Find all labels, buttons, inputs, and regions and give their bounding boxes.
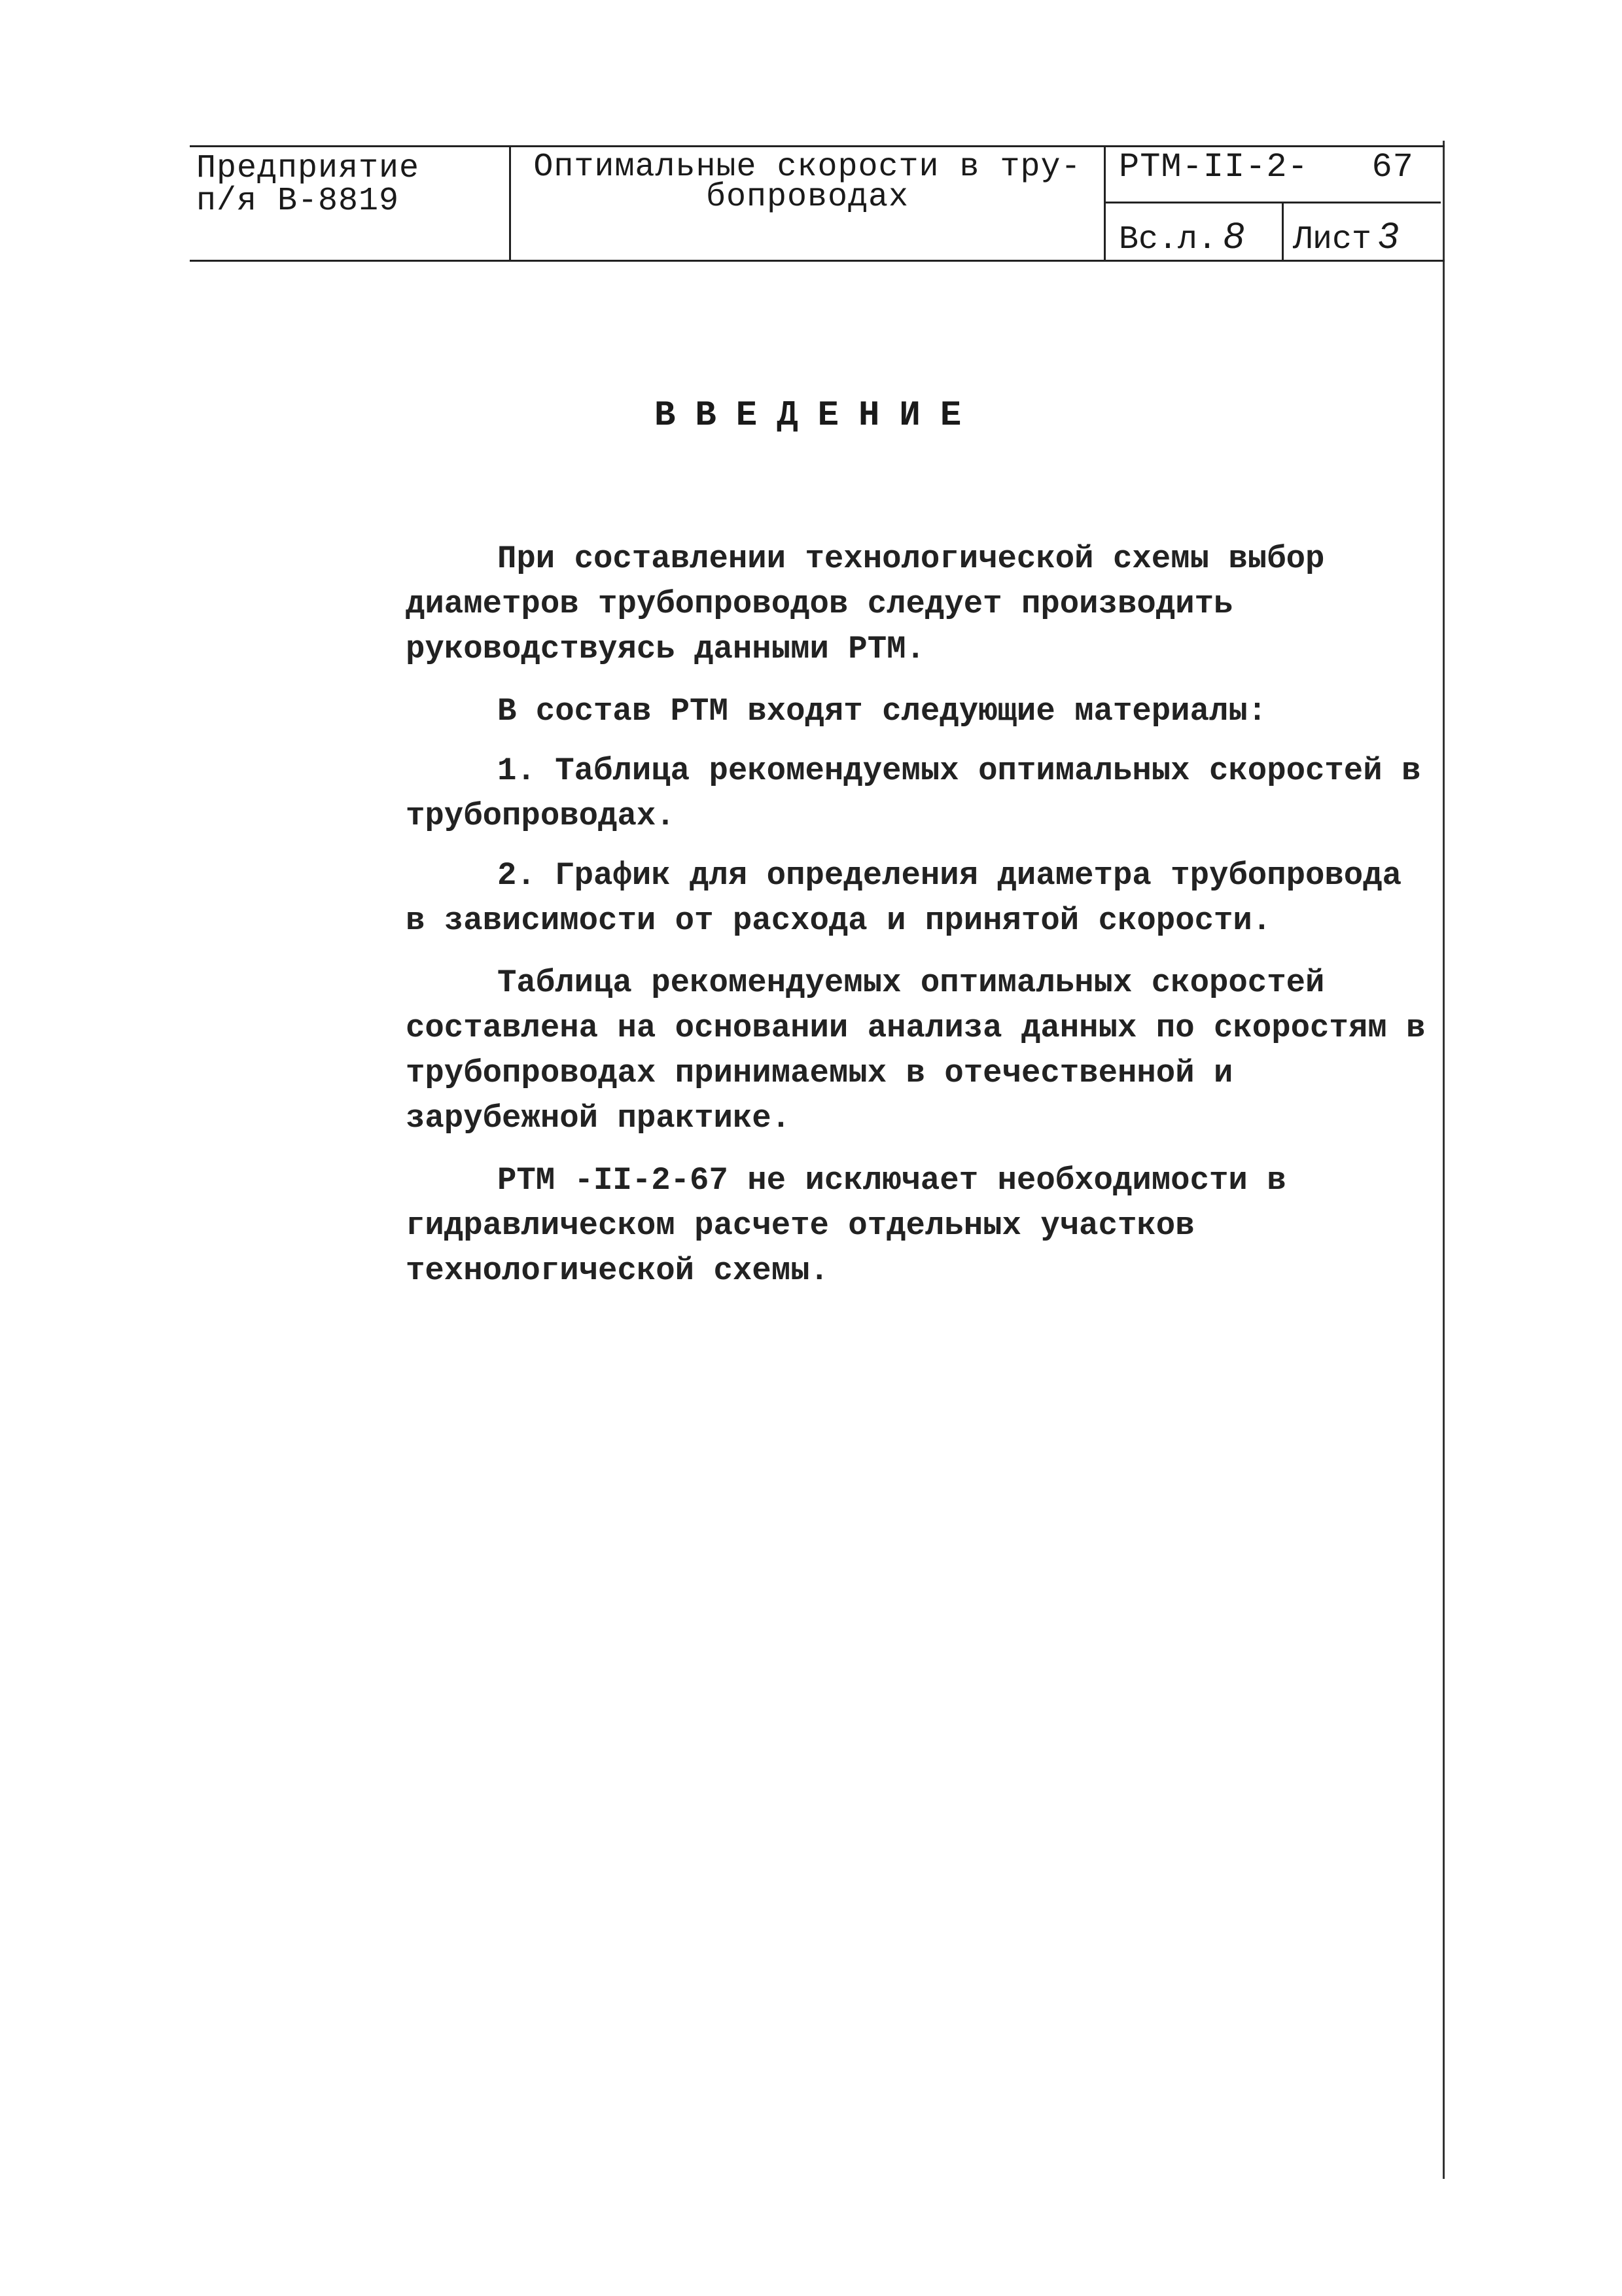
total-sheets-cell (1106, 203, 1284, 260)
title-block (190, 145, 1445, 262)
sheet-number-value: 3 (1378, 215, 1399, 256)
section-heading: ВВЕДЕНИЕ (654, 396, 981, 436)
enterprise-name: Предприятие (196, 150, 420, 187)
sheet-number-cell (1284, 203, 1441, 260)
enterprise-code: п/я В-8819 (196, 183, 400, 220)
document-title-cell (509, 147, 1106, 260)
paragraph: РТМ -II-2-67 не исключает необходимости в гидравлическом расчете отдельных участков технологической схемы. (406, 1162, 1286, 1289)
total-sheets-value: 8 (1224, 215, 1244, 256)
paragraph: В состав РТМ входят следующие материалы: (497, 693, 1267, 730)
body-text (406, 537, 1426, 1311)
document-title-line1: Оптимальные скорости в тру- (533, 149, 1082, 186)
list-item: 2. График для определения диаметра трубопровода в зависимости от расхода и принятой скорости. (406, 857, 1402, 939)
enterprise-cell (190, 147, 509, 260)
document-code: РТМ-II-2- 67 (1119, 148, 1414, 186)
frame-border (1443, 141, 1445, 2179)
total-sheets-label: Вс.л. (1119, 221, 1218, 258)
paragraph: Таблица рекомендуемых оптимальных скоростей составлена на основании анализа данных по скоростям в трубопроводах принимаемых в отечественной и зарубежной практике. (406, 964, 1426, 1137)
list-item: 1. Таблица рекомендуемых оптимальных скоростей в трубопроводах. (406, 752, 1421, 834)
sheet-number-label: Лист (1293, 221, 1372, 258)
paragraph: При составлении технологической схемы выбор диаметров трубопроводов следует производить руководствуясь данными РТМ. (406, 540, 1325, 667)
document-code-cell (1106, 147, 1441, 203)
document-title-line2: бопроводах (705, 179, 909, 216)
